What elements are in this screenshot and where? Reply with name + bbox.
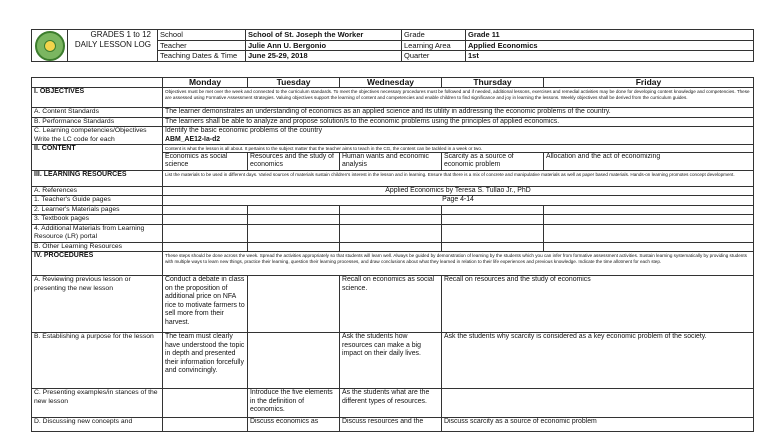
- area-value: Applied Economics: [466, 40, 754, 51]
- school-label: School: [158, 30, 246, 41]
- other-wednesday: [340, 242, 442, 252]
- other-tuesday: [248, 242, 340, 252]
- competency-text: Identify the basic economic problems of the country: [165, 127, 323, 134]
- lm-tuesday: [248, 205, 340, 215]
- procedure-b-thursday: Ask the students why scarcity is considered as a key economic problem of the society.: [442, 333, 754, 389]
- grades-line: GRADES 1 to 12: [90, 30, 151, 39]
- objectives-note: Objectives must be met over the week and connected to the curriculum standards. To meet the objectives necessary procedures must be followed and if needed, additional lessons, exercises and remedial activities may be done for developing content knowledge and competencies. These are assessed using Formative Assessment strategies. Valuing objectives support the learning of content and competencies and enable children to find significance and joy in learning the lessons. Weekly objectives shall be derived from the curriculum guides.: [163, 88, 754, 108]
- days-corner: [32, 78, 163, 88]
- area-label: Learning Area: [402, 40, 466, 51]
- procedure-b-tuesday: [248, 333, 340, 389]
- performance-standards-value: The learners shall be able to analyze and propose solution/s to the economic problems using the principles of applied economics.: [163, 117, 754, 127]
- header-table: [31, 29, 754, 62]
- content-wednesday: Human wants and economic analysis: [340, 152, 442, 170]
- log-title-block: [68, 30, 158, 62]
- procedure-d-tuesday: Discuss economics as: [248, 418, 340, 432]
- teachers-guide-pages: Page 4-14: [163, 196, 754, 206]
- grade-value: Grade 11: [466, 30, 754, 41]
- learners-materials-label: 2. Learner's Materials pages: [32, 205, 163, 215]
- content-standards-label: A. Content Standards: [32, 108, 163, 118]
- lm-friday: [544, 205, 754, 215]
- competencies-label: C. Learning competencies/Objectives Write the LC code for each: [32, 127, 163, 145]
- lc-code: ABM_AE12-Ia-d2: [165, 135, 221, 143]
- lr-thursday: [442, 224, 544, 242]
- seal-icon: [35, 31, 65, 61]
- day-monday: Monday: [163, 78, 248, 88]
- procedure-b-wednesday: Ask the students how resources can make a big impact on their daily lives.: [340, 333, 442, 389]
- teachers-guide-label: 1. Teacher's Guide pages: [32, 196, 163, 206]
- lr-portal-label: 4. Additional Materials from Learning Resource (LR) portal: [32, 224, 163, 242]
- other-friday: [544, 242, 754, 252]
- procedure-c-thursday: [442, 389, 754, 418]
- procedure-c-wednesday: As the students what are the different types of resources.: [340, 389, 442, 418]
- procedure-d-monday: [163, 418, 248, 432]
- lesson-log-table: [31, 77, 754, 432]
- procedure-d-wednesday: Discuss resources and the: [340, 418, 442, 432]
- tb-friday: [544, 215, 754, 225]
- lr-friday: [544, 224, 754, 242]
- school-value: School of St. Joseph the Worker: [246, 30, 402, 41]
- other-resources-label: B. Other Learning Resources: [32, 242, 163, 252]
- lm-monday: [163, 205, 248, 215]
- resources-title: III. LEARNING RESOURCES: [32, 170, 163, 186]
- procedure-b-label: B. Establishing a purpose for the lesson: [32, 333, 163, 389]
- procedure-a-wednesday: Recall on economics as social science.: [340, 276, 442, 333]
- teacher-label: Teacher: [158, 40, 246, 51]
- procedure-c-label: C. Presenting examples/in stances of the new lesson: [32, 389, 163, 418]
- content-title: II. CONTENT: [32, 145, 163, 171]
- content-note: Content is what the lesson is all about. It pertains to the subject matter that the teacher aims to teach in the CG, the content can be tackled in a week or two.: [163, 145, 754, 153]
- procedure-b-monday: The team must clearly have understood the topic in depth and presented their information forcefully and convincingly.: [163, 333, 248, 389]
- references-label: A. References: [32, 186, 163, 196]
- procedure-a-thursday: Recall on resources and the study of economics: [442, 276, 754, 333]
- tb-thursday: [442, 215, 544, 225]
- log-title: DAILY LESSON LOG: [74, 40, 151, 49]
- procedure-a-label: A. Reviewing previous lesson or presenting the new lesson: [32, 276, 163, 333]
- competencies-value: [163, 127, 754, 145]
- lr-monday: [163, 224, 248, 242]
- procedure-a-monday: Conduct a debate in class on the proposition of additional price on NFA rice to motivate farmers to sell more from their harvest.: [163, 276, 248, 333]
- procedures-note: These steps should be done across the week. Spread the activities appropriately so that students will learn well. Always be guided by demonstration of learning by the students which you can infer from formative assessment activities. Sustain learning systematically by providing students with multiple ways to learn new things, practice their learning, question their learning processes, and draw conclusions about what they learned in relation to their life experiences and previous knowledge. Indicate the time allotment for each step.: [163, 252, 754, 276]
- resources-note: List the materials to be used in different days. Varied sources of materials sustain children's interest in the lesson and in learning. Ensure that there is a mix of concrete and manipulative materials as well as paper based materials. Hands-on learning promotes concept development.: [163, 170, 754, 186]
- day-tuesday: Tuesday: [248, 78, 340, 88]
- lm-wednesday: [340, 205, 442, 215]
- procedure-c-monday: [163, 389, 248, 418]
- lm-thursday: [442, 205, 544, 215]
- school-seal: [32, 30, 68, 62]
- content-monday: Economics as social science: [163, 152, 248, 170]
- quarter-label: Quarter: [402, 51, 466, 62]
- day-wednesday: Wednesday: [340, 78, 442, 88]
- content-tuesday: Resources and the study of economics: [248, 152, 340, 170]
- procedure-d-label: D. Discussing new concepts and: [32, 418, 163, 432]
- grade-label: Grade: [402, 30, 466, 41]
- tb-tuesday: [248, 215, 340, 225]
- references-value: Applied Economics by Teresa S. Tullao Jr., PhD: [163, 186, 754, 196]
- teacher-value: Julie Ann U. Bergonio: [246, 40, 402, 51]
- quarter-value: 1st: [466, 51, 754, 62]
- procedure-a-tuesday: [248, 276, 340, 333]
- textbook-label: 3. Textbook pages: [32, 215, 163, 225]
- tb-monday: [163, 215, 248, 225]
- tb-wednesday: [340, 215, 442, 225]
- other-thursday: [442, 242, 544, 252]
- procedures-title: IV. PROCEDURES: [32, 252, 163, 276]
- dates-value: June 25-29, 2018: [246, 51, 402, 62]
- day-thursday: Thursday: [442, 78, 544, 88]
- procedure-c-tuesday: Introduce the five elements in the definition of economics.: [248, 389, 340, 418]
- other-monday: [163, 242, 248, 252]
- days-row: [32, 78, 754, 88]
- lr-wednesday: [340, 224, 442, 242]
- procedure-d-thursday: Discuss scarcity as a source of economic problem: [442, 418, 754, 432]
- content-friday: Allocation and the act of economizing: [544, 152, 754, 170]
- performance-standards-label: B. Performance Standards: [32, 117, 163, 127]
- day-friday: Friday: [544, 78, 754, 88]
- content-standards-value: The learner demonstrates an understanding of economics as an applied science and its utility in addressing the economic problems of the country.: [163, 108, 754, 118]
- dates-label: Teaching Dates & Time: [158, 51, 246, 62]
- lr-tuesday: [248, 224, 340, 242]
- content-thursday: Scarcity as a source of economic problem: [442, 152, 544, 170]
- objectives-title: I. OBJECTIVES: [32, 88, 163, 108]
